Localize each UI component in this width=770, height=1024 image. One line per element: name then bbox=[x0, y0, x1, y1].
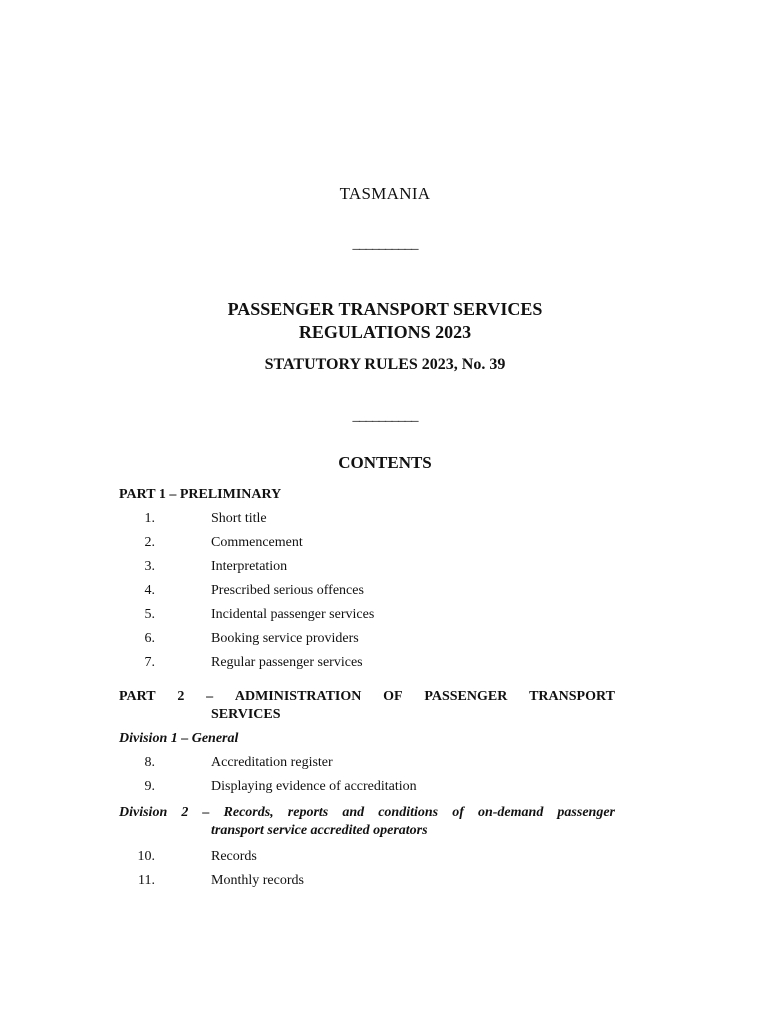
toc-entry-number: 2. bbox=[144, 535, 155, 550]
document-title bbox=[0, 298, 770, 344]
separator-rule-top: __________ bbox=[352, 236, 418, 252]
table-of-contents bbox=[119, 486, 615, 896]
toc-entry-label: Accreditation register bbox=[211, 755, 333, 770]
heading-word: ADMINISTRATION bbox=[234, 689, 362, 704]
heading-word: PASSENGER bbox=[424, 689, 508, 704]
part-1-entries bbox=[119, 510, 615, 678]
toc-entry-label: Commencement bbox=[211, 535, 303, 550]
toc-entry[interactable] bbox=[119, 534, 615, 558]
heading-word: passenger bbox=[557, 805, 615, 820]
division-2-heading-line-1 bbox=[119, 804, 615, 822]
statutory-rules-number: STATUTORY RULES 2023, No. 39 bbox=[264, 356, 506, 373]
contents-heading: CONTENTS bbox=[338, 453, 432, 472]
heading-word: – bbox=[202, 805, 210, 820]
toc-entry[interactable] bbox=[119, 630, 615, 654]
toc-entry-label: Booking service providers bbox=[211, 631, 359, 646]
division-2-heading-line-2: transport service accredited operators bbox=[211, 823, 428, 838]
heading-word: of bbox=[452, 805, 464, 820]
toc-entry[interactable] bbox=[119, 778, 615, 802]
toc-entry-label: Incidental passenger services bbox=[211, 607, 375, 622]
toc-entry[interactable] bbox=[119, 754, 615, 778]
part-2-heading-line-1 bbox=[119, 688, 615, 706]
heading-word: reports bbox=[287, 805, 329, 820]
toc-entry-label: Short title bbox=[211, 511, 267, 526]
heading-word: 2 bbox=[177, 689, 185, 704]
heading-word: OF bbox=[383, 689, 403, 704]
part-2-heading-line-2: SERVICES bbox=[211, 707, 281, 722]
title-line-1: PASSENGER TRANSPORT SERVICES bbox=[227, 299, 543, 319]
separator-rule-bottom: __________ bbox=[352, 408, 418, 424]
part-2-heading[interactable] bbox=[119, 688, 615, 724]
toc-entry[interactable] bbox=[119, 582, 615, 606]
toc-entry[interactable] bbox=[119, 510, 615, 534]
toc-entry-number: 4. bbox=[144, 583, 155, 598]
heading-word: Division bbox=[119, 805, 168, 820]
toc-entry-number: 9. bbox=[144, 779, 155, 794]
toc-entry-label: Interpretation bbox=[211, 559, 288, 574]
part-1-heading[interactable]: PART 1 – PRELIMINARY bbox=[119, 487, 282, 502]
toc-entry[interactable] bbox=[119, 872, 615, 896]
division-1-entries bbox=[119, 754, 615, 802]
toc-entry-label: Records bbox=[211, 849, 257, 864]
heading-word: on-demand bbox=[477, 805, 544, 820]
division-1-heading[interactable]: Division 1 – General bbox=[119, 731, 239, 746]
toc-entry-number: 7. bbox=[144, 655, 155, 670]
toc-entry-label: Monthly records bbox=[211, 873, 304, 888]
toc-entry-number: 6. bbox=[144, 631, 155, 646]
toc-entry-number: 11. bbox=[138, 873, 155, 888]
title-line-2: REGULATIONS 2023 bbox=[298, 322, 472, 342]
toc-entry-number: 8. bbox=[144, 755, 155, 770]
toc-entry[interactable] bbox=[119, 654, 615, 678]
toc-entry-number: 5. bbox=[144, 607, 155, 622]
toc-entry[interactable] bbox=[119, 558, 615, 582]
toc-entry-number: 1. bbox=[144, 511, 155, 526]
heading-word: Records, bbox=[223, 805, 274, 820]
heading-word: and bbox=[342, 805, 365, 820]
toc-entry-number: 3. bbox=[144, 559, 155, 574]
heading-word: TRANSPORT bbox=[529, 689, 615, 704]
toc-entry[interactable] bbox=[119, 848, 615, 872]
toc-entry-label: Regular passenger services bbox=[211, 655, 363, 670]
heading-word: – bbox=[206, 689, 214, 704]
division-2-entries bbox=[119, 848, 615, 896]
division-2-heading[interactable] bbox=[119, 804, 615, 840]
toc-entry[interactable] bbox=[119, 606, 615, 630]
jurisdiction-heading: TASMANIA bbox=[339, 184, 431, 203]
heading-word: conditions bbox=[378, 805, 439, 820]
toc-entry-number: 10. bbox=[137, 849, 155, 864]
heading-word: 2 bbox=[181, 805, 189, 820]
toc-entry-label: Prescribed serious offences bbox=[211, 583, 364, 598]
heading-word: PART bbox=[119, 689, 156, 704]
toc-entry-label: Displaying evidence of accreditation bbox=[211, 779, 417, 794]
